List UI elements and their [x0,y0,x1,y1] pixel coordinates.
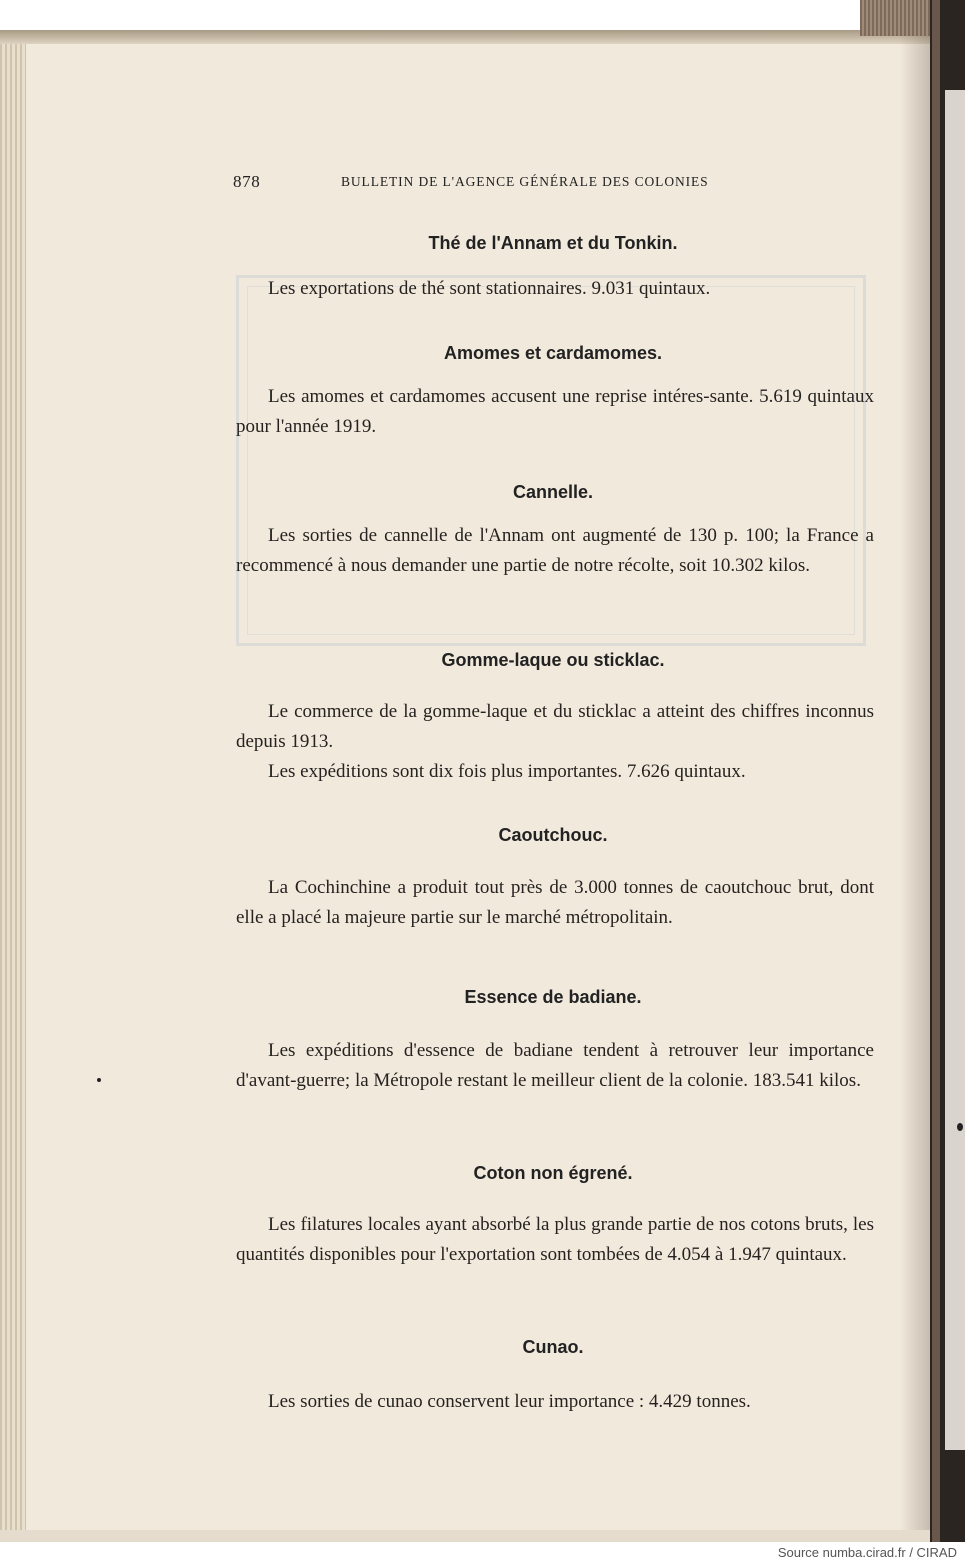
bleed-through-table [236,275,866,646]
running-header [233,170,873,194]
section-title: Caoutchouc. [498,825,608,845]
gutter-shadow [900,30,930,1530]
section-title: Coton non égrené. [473,1163,633,1183]
section-title: Essence de badiane. [464,987,642,1007]
section-title: Thé de l'Annam et du Tonkin. [428,233,678,253]
section-title: Cunao. [522,1337,584,1357]
paragraph: Les exportations de thé sont stationnaires. 9.031 quintaux. [268,278,711,299]
section-title: Amomes et cardamomes. [443,343,663,363]
running-title: BULLETIN DE L'AGENCE GÉNÉRALE DES COLONIES [341,174,709,189]
page [26,44,930,1530]
paragraph: Les filatures locales ayant absorbé la plus grande partie de nos cotons bruts, les quantités disponibles pour l'exportation sont tombées de 4.054 à 1.947 quintaux. [236,1214,874,1265]
paragraph: Les expéditions d'essence de badiane tendent à retrouver leur importance d'avant-guerre; la Métropole restant le meilleur client de la colonie. 183.541 kilos. [236,1040,874,1091]
ink-spot [97,1078,101,1082]
ink-spot [957,1123,963,1131]
paragraph: Le commerce de la gomme-laque et du sticklac a atteint des chiffres inconnus depuis 1913. [236,701,874,752]
page-top-edge [0,30,930,44]
section-title: Gomme-laque ou sticklac. [441,650,665,670]
page-stack-edge [0,30,26,1530]
paragraph: Les amomes et cardamomes accusent une reprise intéres-sante. 5.619 quintaux pour l'année 1919. [236,386,874,437]
page-number: 878 [233,172,261,191]
cover-edge-highlight [932,0,940,1542]
section-title: Cannelle. [512,482,594,502]
paragraph: Les sorties de cannelle de l'Annam ont augmenté de 130 p. 100; la France a recommencé à nous demander une partie de notre récolte, soit 10.302 kilos. [236,525,874,576]
paragraph: Les expéditions sont dix fois plus importantes. 7.626 quintaux. [268,761,746,782]
paragraph: La Cochinchine a produit tout près de 3.000 tonnes de caoutchouc brut, dont elle a placé la majeure partie sur le marché métropolitain. [236,877,874,928]
next-page-strip [945,90,965,1450]
paragraph: Les sorties de cunao conservent leur importance : 4.429 tonnes. [268,1391,751,1412]
top-corner-pages [860,0,930,36]
source-credit: Source numba.cirad.fr / CIRAD [777,1545,957,1560]
